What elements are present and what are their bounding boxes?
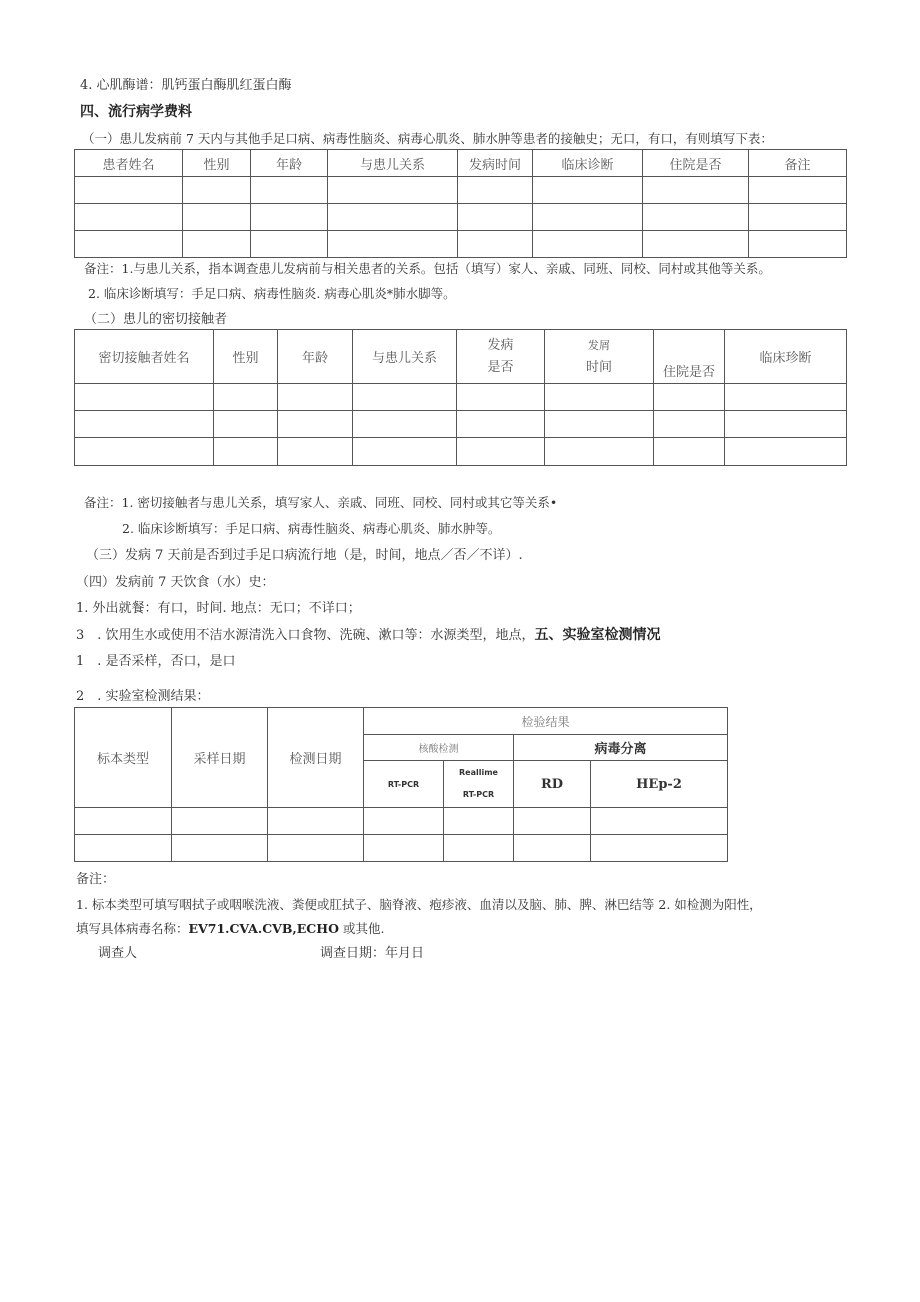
header-sick-line-2: 是否 [487, 359, 514, 375]
header-test-date: 检测日期 [268, 708, 364, 808]
header-hospitalized: 住院是否 [654, 330, 725, 384]
header-age: 年龄 [278, 330, 353, 384]
header-onset-time-line-2: 时间 [585, 359, 612, 375]
header-age: 年龄 [251, 150, 328, 177]
table-row [75, 384, 847, 411]
subsection-1-contact-history: （一）患儿发病前 7 天内与其他手足口病、病毒性脑炎、病毒心肌炎、肺水肿等患者的接触史；无口，有口，有则填写下表： [82, 131, 773, 146]
header-onset-time: 发病时间 [458, 150, 533, 177]
header-realtime-line-1: Reallime [459, 768, 498, 777]
header-rd: RD [514, 761, 591, 808]
section-4-title: 四、流行病学费料 [80, 104, 192, 120]
header-sick-line-1: 发病 [487, 337, 514, 353]
header-rt-pcr: RT-PCR [364, 761, 444, 808]
virus-names: EV71.CVA.CVB,ECHO [188, 921, 339, 936]
note-3-line-2-prefix: 填写具体病毒名称： [76, 921, 189, 936]
table-contact-patients [74, 149, 847, 258]
header-remarks: 备注 [749, 150, 847, 177]
header-sex: 性别 [214, 330, 278, 384]
table-row [75, 231, 847, 258]
table-row [75, 204, 847, 231]
header-sick [457, 330, 545, 384]
header-realtime-line-2: RT-PCR [462, 790, 495, 799]
header-realtime-rt-pcr [444, 761, 514, 808]
header-contact-name: 密切接触者姓名 [75, 330, 214, 384]
header-nucleic-acid: 核酸检测 [364, 735, 514, 761]
table-close-contacts [74, 329, 847, 466]
table-row [75, 808, 728, 835]
note-1-line-1: 备注：1.与患儿关系，指本调查患儿发病前与相关患者的关系。包括（填写）家人、亲戚、同班、同校、同村或其他等关系。 [84, 261, 771, 276]
header-onset-time [545, 330, 654, 384]
footer-investigation-date: 调查日期：年月日 [320, 946, 425, 961]
table-row [75, 177, 847, 204]
header-virus-isolation: 病毒分离 [514, 735, 728, 761]
subsection-4-diet-history: （四）发病前 7 天饮食（水）史： [76, 575, 275, 590]
footer-investigator: 调查人 [98, 946, 138, 961]
header-test-result: 检验结果 [364, 708, 728, 735]
diet-item-1: 1. 外出就餐：有口，时间. 地点：无口；不详口； [76, 601, 361, 616]
item-cardiac-enzymes: 4. 心肌酶谱：肌钙蛋白酶肌红蛋白酶 [80, 78, 292, 93]
header-sample-type: 标本类型 [75, 708, 172, 808]
table-row [75, 835, 728, 862]
table-lab-results [74, 707, 728, 862]
header-diagnosis: 临床珍断 [725, 330, 847, 384]
header-patient-name: 患者姓名 [75, 150, 183, 177]
diet-item-3-text: 3 . 饮用生水或使用不洁水源清洗入口食物、洗碗、漱口等：水源类型，地点， [76, 628, 535, 643]
header-hep-2: HEp-2 [591, 761, 728, 808]
header-diagnosis: 临床诊断 [533, 150, 643, 177]
note-3-title: 备注： [76, 872, 116, 887]
lab-item-2: 2 . 实验室检测结果： [76, 689, 210, 704]
lab-item-1: 1 . 是否采样，否口，是口 [76, 654, 236, 669]
subsection-3-epidemic-area: （三）发病 7 天前是否到过手足口病流行地（是，时间，地点／否／不详）. [86, 548, 523, 563]
header-sample-date: 采样日期 [172, 708, 268, 808]
note-3-line-2 [76, 920, 384, 938]
note-2-line-1: 备注：1. 密切接触者与患儿关系，填写家人、亲戚、同班、同校、同村或其它等关系• [84, 495, 558, 510]
header-relation: 与患儿关系 [328, 150, 458, 177]
diet-item-3 [76, 626, 661, 645]
note-3-line-1: 1. 标本类型可填写咽拭子或咽喉洗液、粪便或肛拭子、脑脊液、疱疹液、血清以及脑、肺、脾、淋巴结等 2. 如检测为阳性， [76, 897, 762, 912]
subsection-2-close-contacts: （二）患儿的密切接触者 [84, 312, 228, 327]
header-onset-time-line-1: 发屑 [588, 338, 610, 352]
header-sex: 性别 [183, 150, 251, 177]
note-2-line-2: 2. 临床诊断填写：手足口病、病毒性脑炎、病毒心肌炎、肺水肿等。 [122, 521, 501, 536]
note-3-line-2-suffix: 或其他. [338, 921, 385, 936]
section-5-title: 五、实验室检测情况 [534, 627, 661, 643]
note-1-line-2: 2. 临床诊断填写：手足口病、病毒性脑炎. 病毒心肌炎*肺水脚等。 [88, 286, 456, 301]
table-row [75, 438, 847, 466]
table-row [75, 411, 847, 438]
header-relation: 与患儿关系 [353, 330, 457, 384]
header-hospitalized: 住院是否 [643, 150, 749, 177]
